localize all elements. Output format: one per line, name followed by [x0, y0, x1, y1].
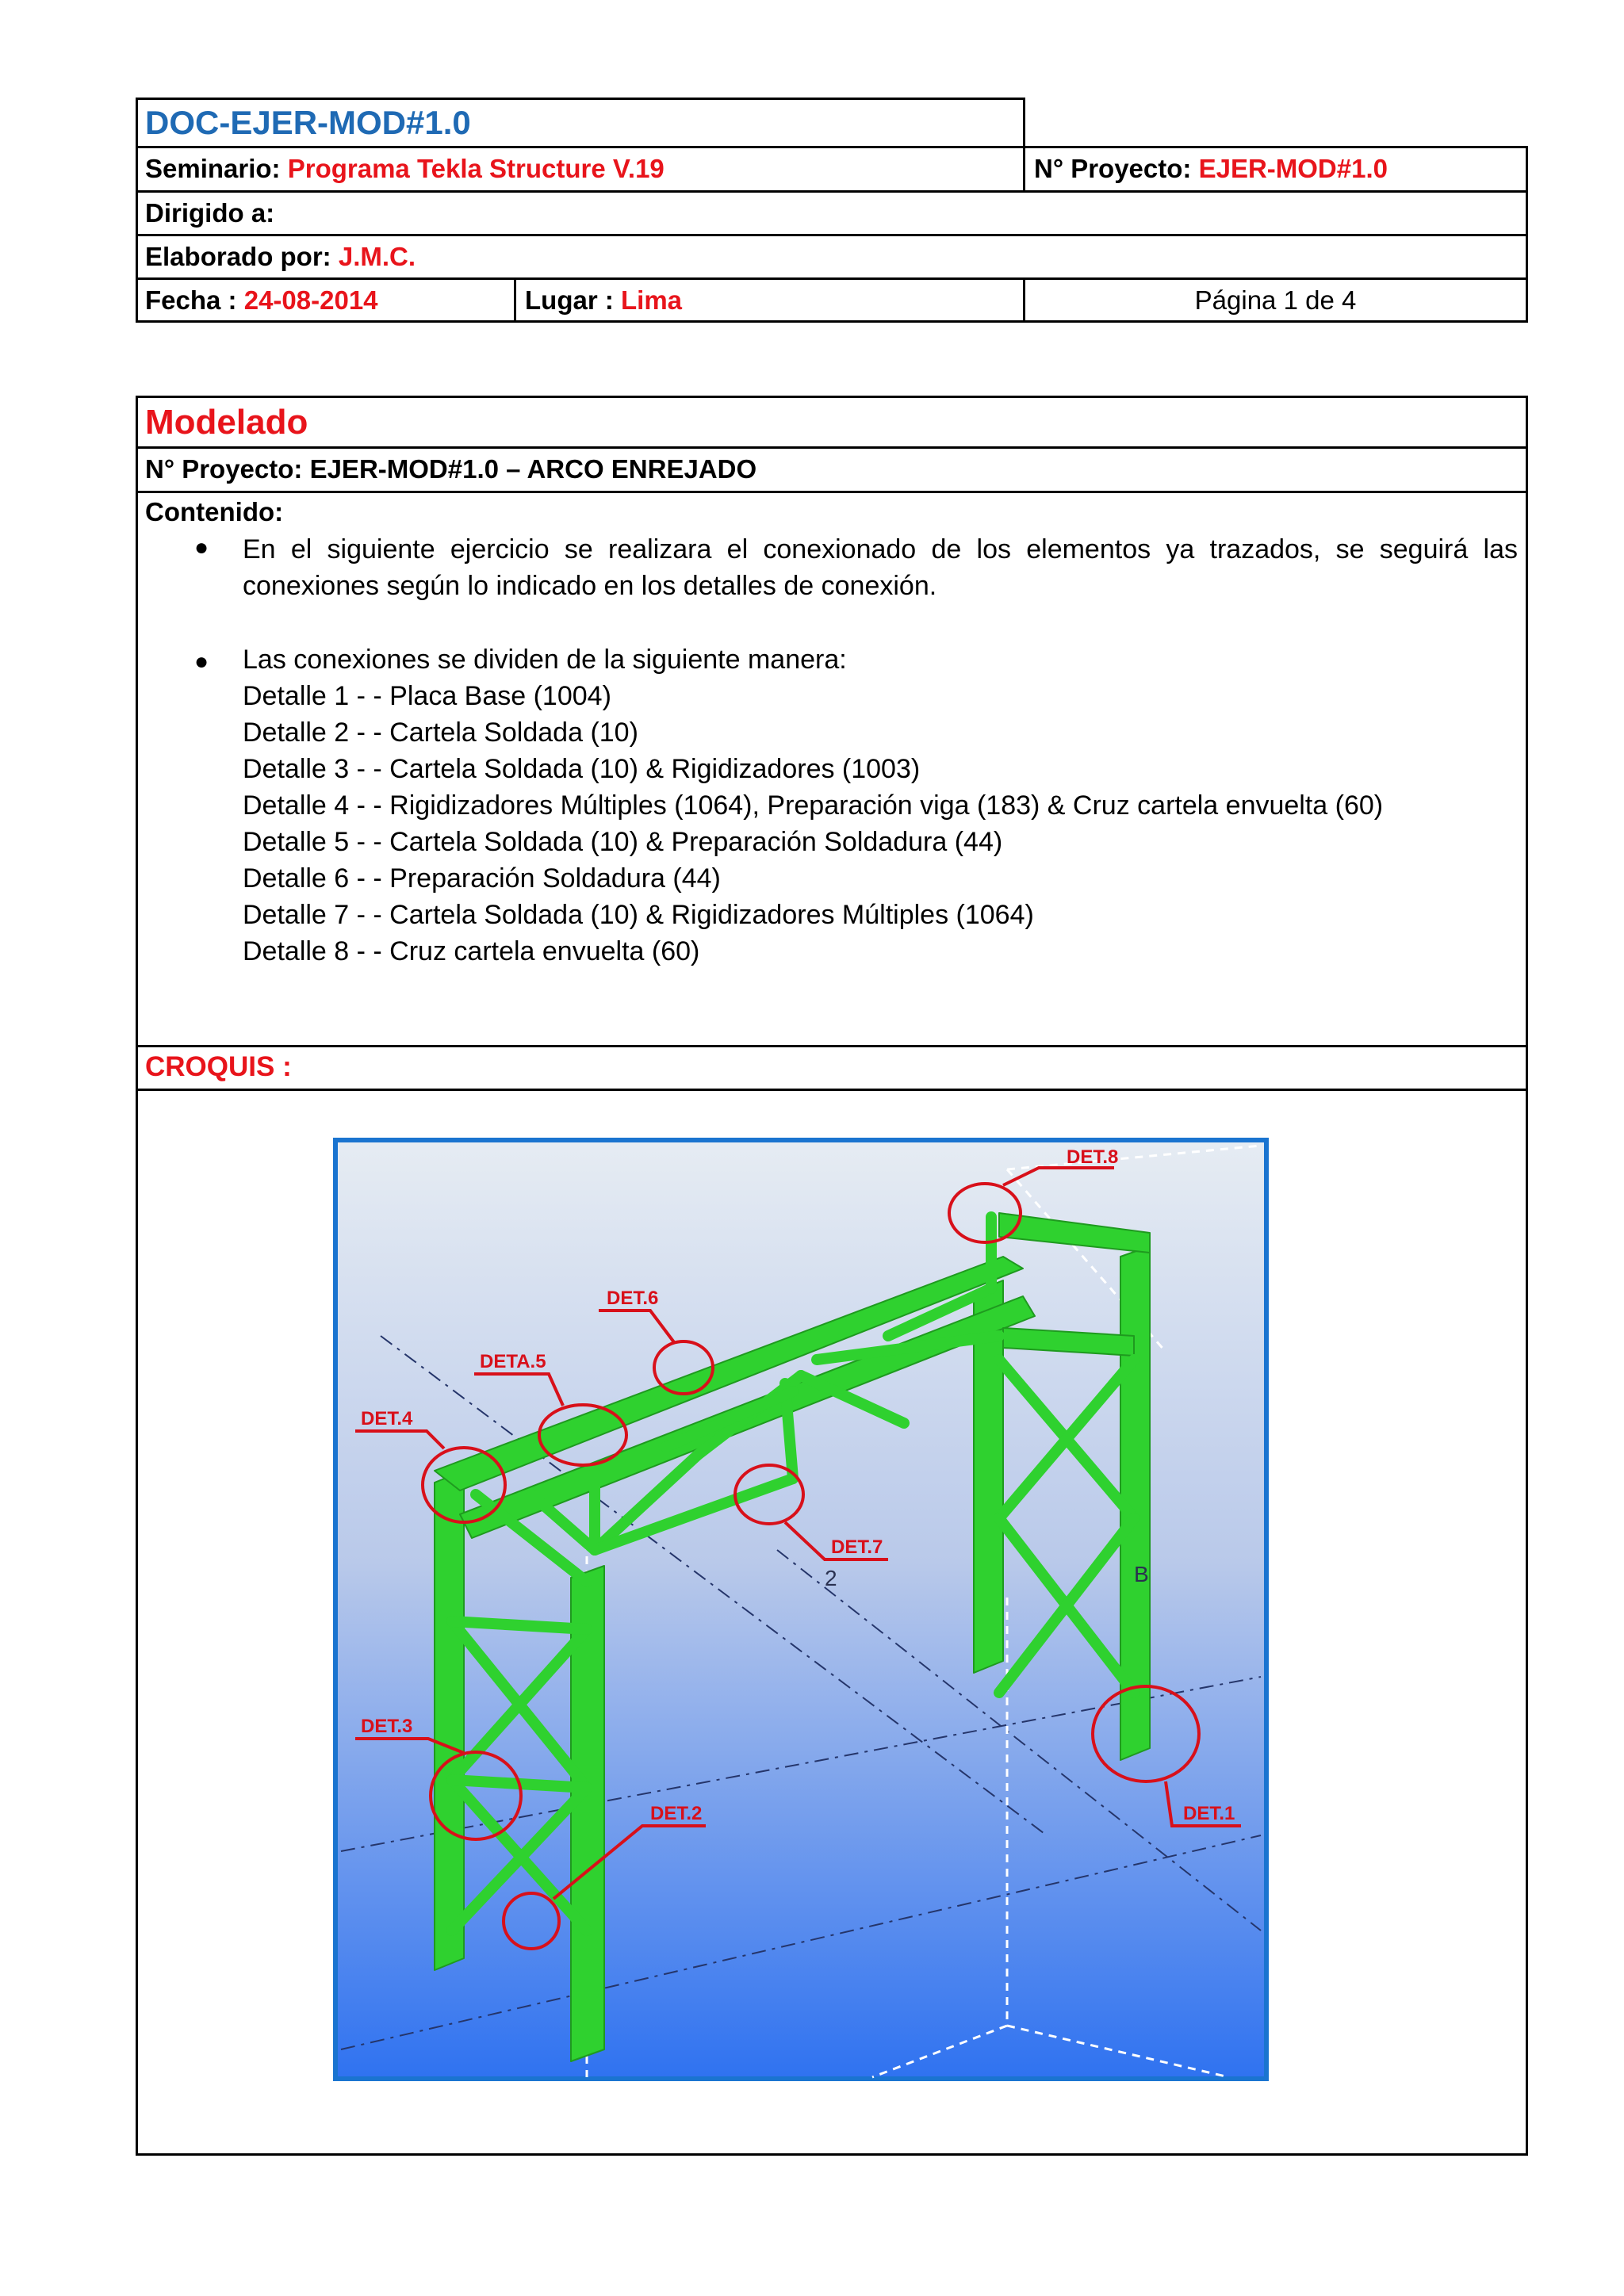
proyecto-label: N° Proyecto: [1034, 154, 1192, 183]
fecha-value: 24-08-2014 [243, 285, 378, 315]
det3-label: DET.3 [361, 1716, 413, 1737]
detalle-item: Detalle 6 - - Preparación Soldadura (44) [243, 863, 721, 894]
grid-label-2: 2 [825, 1566, 837, 1590]
detalle-item: Detalle 5 - - Cartela Soldada (10) & Preparación Soldadura (44) [243, 827, 1003, 857]
croquis-label: CROQUIS : [145, 1051, 292, 1082]
fecha-row [145, 285, 378, 316]
doc-code: DOC-EJER-MOD#1.0 [145, 104, 471, 141]
det4-label: DET.4 [361, 1408, 413, 1429]
det7-label: DET.7 [831, 1536, 883, 1558]
elaborado-value: J.M.C. [338, 242, 416, 271]
det2-label: DET.2 [650, 1803, 703, 1824]
fecha-label: Fecha : [145, 285, 237, 315]
elaborado-row [145, 241, 416, 273]
bullet-paragraph-1: En el siguiente ejercicio se realizara el conexionado de los elementos ya trazados, se seguirá las conexiones según lo indicado en los detalles de conexión. [243, 534, 1518, 601]
page-number: Página 1 de 4 [1194, 285, 1357, 315]
lugar-label: Lugar : [525, 285, 614, 315]
det8-label: DET.8 [1067, 1146, 1119, 1168]
detalle-item: Detalle 3 - - Cartela Soldada (10) & Rigidizadores (1003) [243, 754, 921, 784]
detalle-item: Detalle 2 - - Cartela Soldada (10) [243, 718, 638, 748]
seminario-row [145, 153, 665, 185]
project-line: N° Proyecto: EJER-MOD#1.0 – ARCO ENREJADO [145, 454, 757, 484]
det5-label: DETA.5 [480, 1351, 546, 1372]
det6-label: DET.6 [607, 1288, 659, 1309]
truss-model-view [333, 1138, 1269, 2081]
contenido-label: Contenido: [145, 497, 284, 526]
detalle-item: Detalle 8 - - Cruz cartela envuelta (60) [243, 936, 700, 966]
detalle-list [243, 678, 1383, 970]
proyecto-row [1034, 153, 1388, 185]
lugar-value: Lima [621, 285, 683, 315]
elaborado-label: Elaborado por: [145, 242, 331, 271]
dirigido-label: Dirigido a: [145, 198, 275, 228]
grid-label-b: B [1134, 1562, 1149, 1586]
bullet-dot: ● [194, 534, 209, 561]
seminario-label: Seminario: [145, 154, 281, 183]
lugar-row [525, 285, 682, 316]
det1-label: DET.1 [1183, 1803, 1235, 1824]
croquis-figure [333, 1138, 1269, 2081]
detalle-item: Detalle 4 - - Rigidizadores Múltiples (1064), Preparación viga (183) & Cruz cartela envuelta (60) [243, 790, 1384, 821]
detalle-item: Detalle 7 - - Cartela Soldada (10) & Rigidizadores Múltiples (1064) [243, 900, 1034, 930]
section-title: Modelado [145, 403, 308, 442]
seminario-value: Programa Tekla Structure V.19 [287, 154, 665, 183]
detalle-item: Detalle 1 - - Placa Base (1004) [243, 681, 611, 711]
proyecto-value: EJER-MOD#1.0 [1198, 154, 1388, 183]
bullet-paragraph-2: Las conexiones se dividen de la siguiente manera: [243, 645, 847, 675]
bullet-dot: ● [194, 649, 209, 675]
